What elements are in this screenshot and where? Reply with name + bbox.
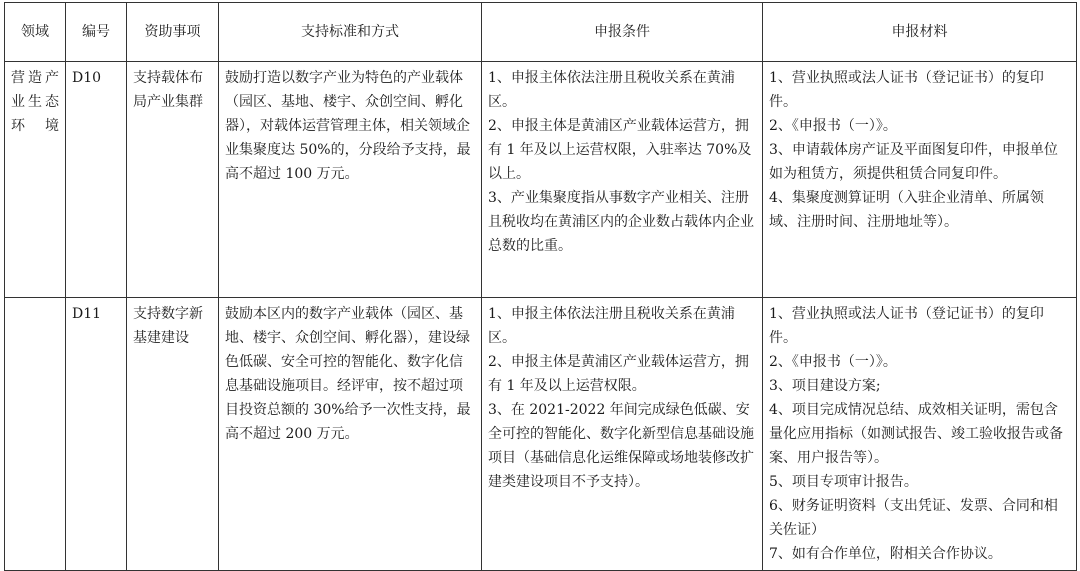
code-cell: D11 [66,298,127,571]
table-row [5,298,1077,571]
standard-cell: 鼓励本区内的数字产业载体（园区、基地、楼宇、众创空间、孵化器），建设绿色低碳、安全可控的智能化、数字化信息基础设施项目。经评审，按不超过项目投资总额的 30%给予一次性支持，最高不超过 200 万元。 [219,298,482,571]
header-row [5,3,1077,62]
item-cell: 支持数字新基建建设 [127,298,219,571]
material-line: 3、项目建设方案; [769,378,881,394]
condition-line: 2、申报主体是黄浦区产业载体运营方，拥有 1 年及以上运营权限。 [488,354,749,394]
material-line: 4、项目完成情况总结、成效相关证明，需包含量化应用指标（如测试报告、竣工验收报告或备案、用户报告等）。 [769,402,1063,466]
table-row [5,62,1077,298]
material-line: 5、项目专项审计报告。 [769,474,918,490]
materials-cell [763,298,1077,571]
condition-line: 1、申报主体依法注册且税收关系在黄浦区。 [488,70,735,110]
area-text: 营造产业生态环境 [11,70,59,134]
conditions-cell [482,298,763,571]
material-line: 1、营业执照或法人证书（登记证书）的复印件。 [769,306,1044,346]
condition-line: 2、申报主体是黄浦区产业载体运营方，拥有 1 年及以上运营权限，入驻率达 70%及以上。 [488,118,752,182]
material-line: 6、财务证明资料（支出凭证、发票、合同和相关佐证） [769,498,1058,538]
material-line: 1、营业执照或法人证书（登记证书）的复印件。 [769,70,1044,110]
materials-cell [763,62,1077,298]
header-conditions: 申报条件 [482,3,763,62]
material-line: 7、如有合作单位，附相关合作协议。 [769,546,1002,562]
area-cell [5,298,66,571]
conditions-cell [482,62,763,298]
header-materials: 申报材料 [763,3,1077,62]
area-cell [5,62,66,298]
material-line: 3、申请载体房产证及平面图复印件，申报单位如为租赁方，须提供租赁合同复印件。 [769,142,1058,182]
code-cell: D10 [66,62,127,298]
header-area: 领域 [5,3,66,62]
material-line: 2、《申报书（一）》。 [769,118,897,134]
header-item: 资助事项 [127,3,219,62]
policy-table [4,2,1077,571]
item-cell: 支持载体布局产业集群 [127,62,219,298]
condition-line: 1、申报主体依法注册且税收关系在黄浦区。 [488,306,735,346]
header-standard: 支持标准和方式 [219,3,482,62]
condition-line: 3、产业集聚度指从事数字产业相关、注册且税收均在黄浦区内的企业数占载体内企业总数的比重。 [488,190,754,254]
condition-line: 3、在 2021-2022 年间完成绿色低碳、安全可控的智能化、数字化新型信息基础设施项目（基础信息化运维保障或场地装修改扩建类建设项目不予支持）。 [488,402,754,490]
material-line: 4、集聚度测算证明（入驻企业清单、所属领域、注册时间、注册地址等）。 [769,190,1044,230]
standard-cell: 鼓励打造以数字产业为特色的产业载体（园区、基地、楼宇、众创空间、孵化器），对载体运营管理主体，相关领域企业集聚度达 50%的，分段给予支持，最高不超过 100 万元。 [219,62,482,298]
material-line: 2、《申报书（一）》。 [769,354,897,370]
header-code: 编号 [66,3,127,62]
